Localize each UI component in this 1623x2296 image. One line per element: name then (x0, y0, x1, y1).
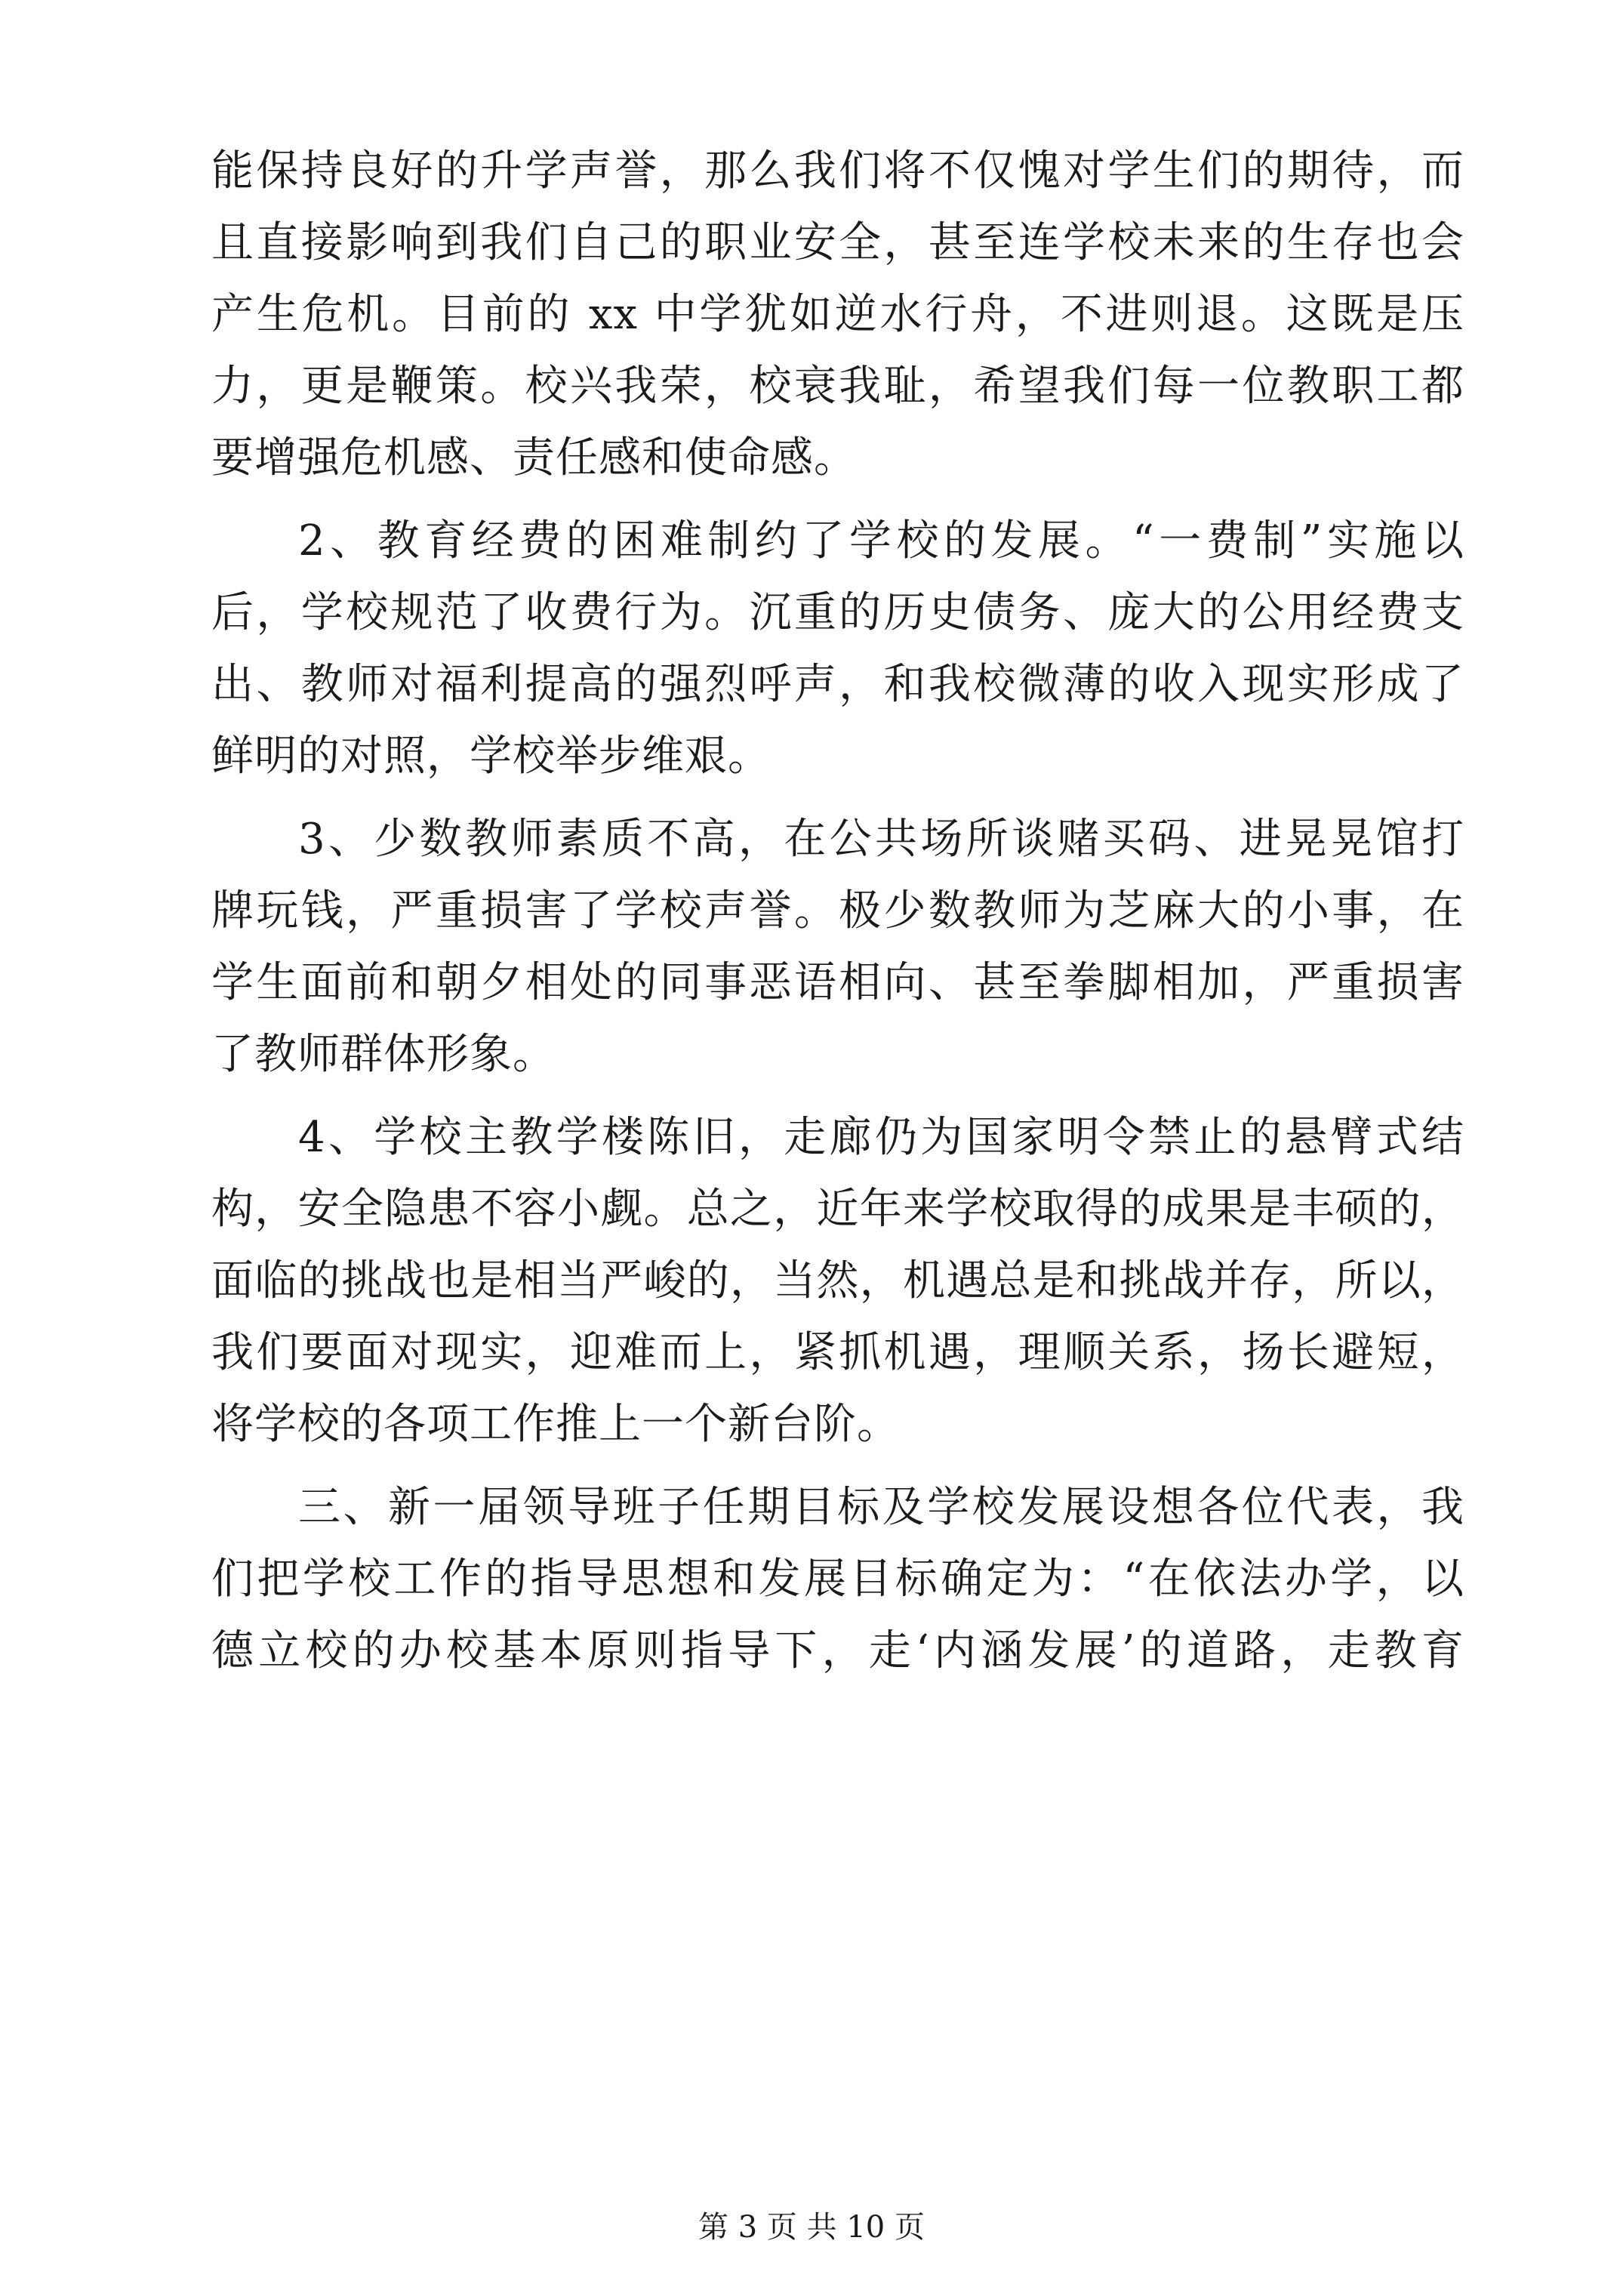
text-line: 且直接影响到我们自己的职业安全，甚至连学校未来的生存也会 (211, 218, 1464, 267)
paragraph-start-line: 2、教育经费的困难制约了学校的发展。“一费制”实施以 (298, 516, 1464, 566)
paragraph-start-line: 4、学校主教学楼陈旧，走廊仍为国家明令禁止的悬臂式结 (298, 1113, 1464, 1162)
text-line: 面临的挑战也是相当严峻的，当然，机遇总是和挑战并存，所以， (211, 1256, 1464, 1305)
text-line: 德立校的办校基本原则指导下，走‘内涵发展’的道路，走教育 (211, 1626, 1464, 1675)
text-line: 要增强危机感、责任感和使命感。 (211, 433, 857, 482)
text-line: 力，更是鞭策。校兴我荣，校衰我耻，希望我们每一位教职工都 (211, 362, 1464, 411)
page-footer: 第 3 页 共 10 页 (698, 2210, 925, 2245)
text-line: 我们要面对现实，迎难而上，紧抓机遇，理顺关系，扬长避短， (211, 1328, 1464, 1377)
text-line: 出、教师对福利提高的强烈呼声，和我校微薄的收入现实形成了 (211, 660, 1464, 709)
text-line: 们把学校工作的指导思想和发展目标确定为：“在依法办学，以 (211, 1555, 1464, 1604)
text-line: 了教师群体形象。 (211, 1030, 556, 1079)
text-line: 构，安全隐患不容小觑。总之，近年来学校取得的成果是丰硕的， (211, 1185, 1464, 1234)
paragraph-start-line: 3、少数教师素质不高，在公共场所谈赌买码、进晃晃馆打 (298, 815, 1464, 864)
text-line: 学生面前和朝夕相处的同事恶语相向、甚至拳脚相加，严重损害 (211, 958, 1464, 1007)
text-line: 将学校的各项工作推上一个新台阶。 (211, 1400, 900, 1449)
text-line: 后，学校规范了收费行为。沉重的历史债务、庞大的公用经费支 (211, 588, 1464, 637)
text-line: 鲜明的对照，学校举步维艰。 (211, 732, 771, 781)
text-line: 产生危机。目前的 xx 中学犹如逆水行舟，不进则退。这既是压 (211, 290, 1464, 339)
text-line: 能保持良好的升学声誉，那么我们将不仅愧对学生们的期待，而 (211, 146, 1464, 196)
paragraph-start-line: 三、新一届领导班子任期目标及学校发展设想各位代表，我 (298, 1483, 1464, 1532)
text-line: 牌玩钱，严重损害了学校声誉。极少数教师为芝麻大的小事，在 (211, 886, 1464, 935)
